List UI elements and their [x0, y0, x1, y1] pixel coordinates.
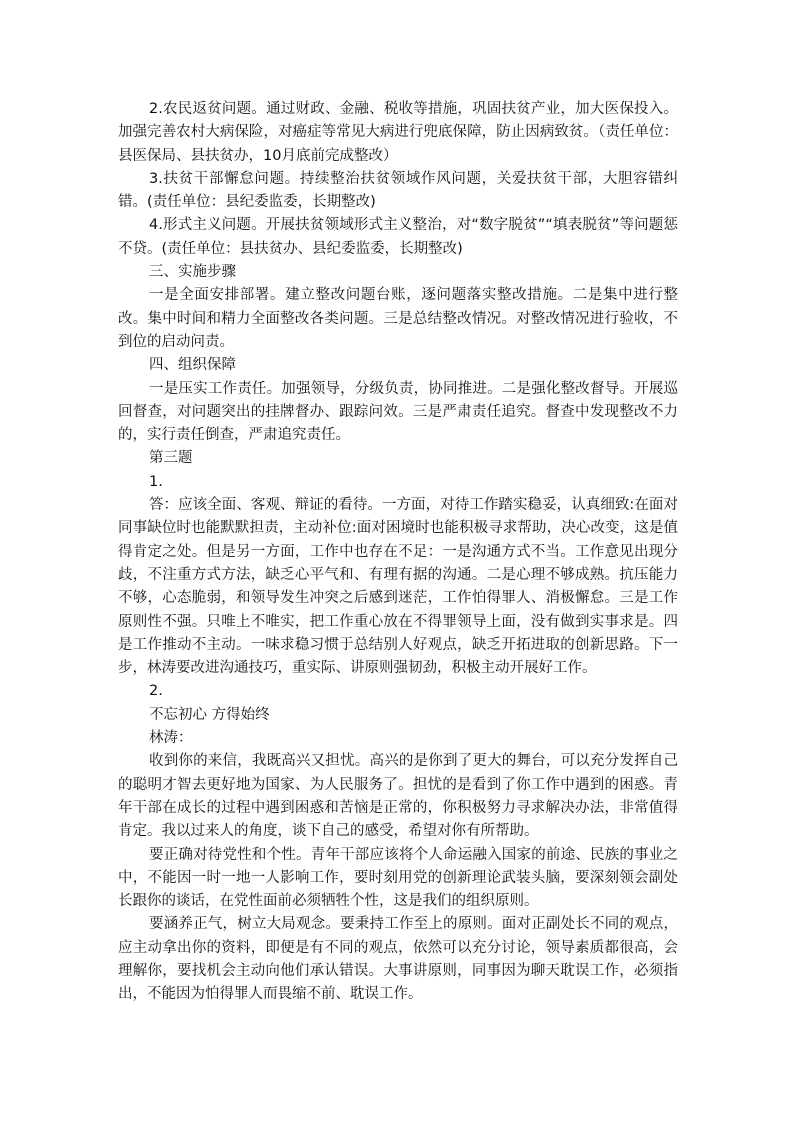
- subquestion-number-1: 1.: [149, 473, 163, 490]
- document-body: [118, 98, 678, 1007]
- letter-paragraph-integrity: 要涵养正气，树立大局观念。要秉持工作至上的原则。面对正副处长不同的观点，应主动拿出你的资料，即便是有不同的观点，依然可以充分讨论，领导素质都很高，会理解你，要找机会主动向他们承认错误。大事讲原则，同事因为聊天耽误工作，必须指出，不能因为怕得罪人而畏缩不前、耽误工作。: [118, 916, 678, 1003]
- letter-salutation: 林涛：: [149, 730, 193, 747]
- paragraph-item2-poverty-return: 2.农民返贫问题。通过财政、金融、税收等措施，巩固扶贫产业，加大医保投入。加强完善农村大病保险，对癌症等常见大病进行兜底保障，防止因病致贫。（责任单位：县医保局、县扶贫办，10月底前完成整改）: [118, 101, 678, 164]
- section-heading-organizational-guarantee: 四、组织保障: [149, 357, 236, 374]
- paragraph-organizational-guarantee: 一是压实工作责任。加强领导，分级负责，协同推进。二是强化整改督导。开展巡回督查，对问题突出的挂牌督办、跟踪问效。三是严肃责任追究。督查中发现整改不力的，实行责任倒查，严肃追究责任。: [118, 380, 678, 444]
- question-heading-third: 第三题: [149, 450, 193, 467]
- paragraph-item4-formalism: 4.形式主义问题。开展扶贫领域形式主义整治，对“数字脱贫”“填表脱贫”等问题惩不贷。(责任单位：县扶贫办、县纪委监委，长期整改): [118, 217, 678, 257]
- paragraph-implementation-steps: 一是全面安排部署。建立整改问题台账，逐问题落实整改措施。二是集中进行整改。集中时间和精力全面整改各类问题。三是总结整改情况。对整改情况进行验收，不到位的启动问责。: [118, 287, 678, 350]
- subquestion-number-2: 2.: [149, 683, 163, 700]
- letter-paragraph-opening: 收到你的来信，我既高兴又担忧。高兴的是你到了更大的舞台，可以充分发挥自己的聪明才智去更好地为国家、为人民服务了。担忧的是看到了你工作中遇到的困惑。青年干部在成长的过程中遇到困惑和苦恼是正常的，你积极努力寻求解决办法，非常值得肯定。我以过来人的角度，谈下自己的感受，希望对你有所帮助。: [118, 753, 678, 840]
- paragraph-answer-1: 答：应该全面、客观、辩证的看待。一方面，对待工作踏实稳妥，认真细致:在面对同事缺位时也能默默担责，主动补位:面对困境时也能积极寻求帮助，决心改变，这是值得肯定之处。但是另一方面，工作中也存在不足：一是沟通方式不当。工作意见出现分歧，不注重方式方法，缺乏心平气和、有理有据的沟通。二是心理不够成熟。抗压能力不够，心态脆弱，和领导发生冲突之后感到迷茫，工作怕得罪人、消极懈怠。三是工作原则性不强。只唯上不唯实，把工作重心放在不得罪领导上面，没有做到实事求是。四是工作推动不主动。一味求稳习惯于总结别人好观点，缺乏开拓进取的创新思路。下一步，林涛要改进沟通技巧，重实际、讲原则强韧劲，积极主动开展好工作。: [118, 497, 678, 677]
- section-heading-implementation-steps: 三、实施步骤: [149, 264, 236, 281]
- paragraph-item3-cadre-slack: 3.扶贫干部懈怠问题。持续整治扶贫领域作风问题，关爱扶贫干部，大胆容错纠错。(责任单位：县纪委监委，长期整改): [118, 170, 678, 211]
- letter-paragraph-party-spirit: 要正确对待党性和个性。青年干部应该将个人命运融入国家的前途、民族的事业之中，不能因一时一地一人影响工作，要时刻用党的创新理论武装头脑，要深刻领会副处长跟你的谈话，在党性面前必须牺牲个性，这是我们的组织原则。: [118, 846, 678, 910]
- letter-title: 不忘初心 方得始终: [149, 706, 270, 723]
